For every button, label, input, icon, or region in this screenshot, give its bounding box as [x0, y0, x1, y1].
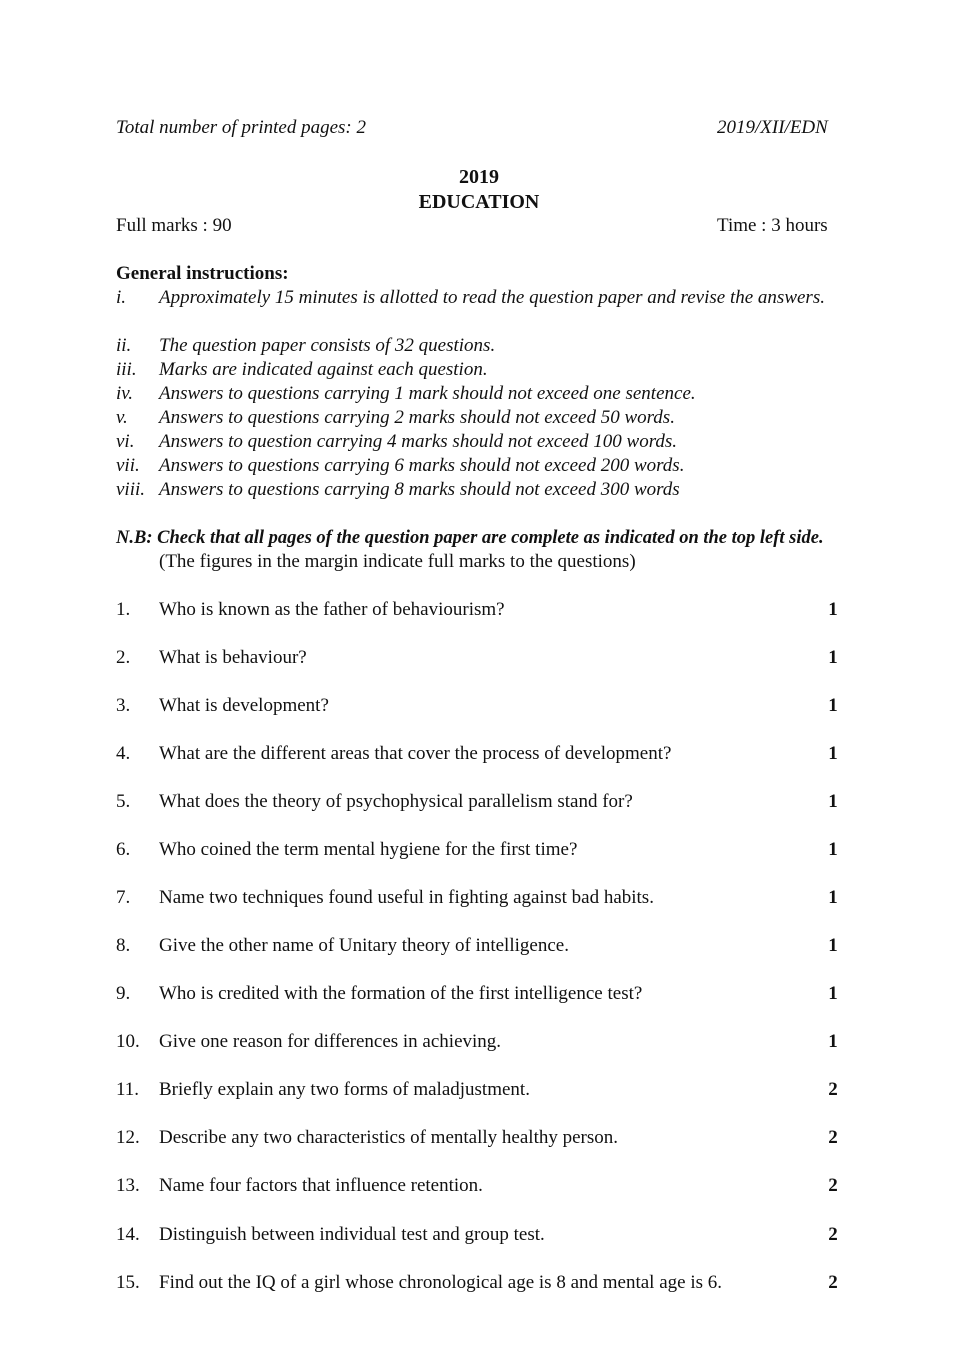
question-number: 6.	[116, 839, 131, 860]
question-number: 2.	[116, 647, 131, 668]
question-text: Give one reason for differences in achieving.	[159, 1031, 502, 1052]
instructions-heading: General instructions:	[116, 263, 289, 284]
instruction-text: Marks are indicated against each question.	[159, 359, 488, 380]
question-number: 7.	[116, 887, 131, 908]
question-marks: 1	[828, 935, 838, 956]
instruction-text: Answers to question carrying 4 marks should not exceed 100 words.	[159, 431, 678, 452]
time-allowed: Time : 3 hours	[717, 215, 828, 236]
question-text: Who is known as the father of behaviourism?	[159, 599, 505, 620]
question-number: 14.	[116, 1224, 140, 1245]
instruction-text: The question paper consists of 32 questions.	[159, 335, 496, 356]
question-number: 10.	[116, 1031, 140, 1052]
question-number: 1.	[116, 599, 131, 620]
exam-year: 2019	[459, 166, 499, 188]
question-marks: 2	[828, 1079, 838, 1100]
instruction-number: v.	[116, 407, 128, 428]
question-text: Briefly explain any two forms of maladjustment.	[159, 1079, 530, 1100]
question-marks: 1	[828, 839, 838, 860]
question-text: What are the different areas that cover the process of development?	[159, 743, 672, 764]
question-marks: 2	[828, 1272, 838, 1293]
question-text: Name four factors that influence retention.	[159, 1175, 483, 1196]
instruction-number: i.	[116, 287, 127, 308]
question-marks: 1	[828, 887, 838, 908]
paper-code: 2019/XII/EDN	[717, 117, 828, 138]
exam-subject: EDUCATION	[418, 191, 540, 213]
instruction-text: Answers to questions carrying 6 marks should not exceed 200 words.	[159, 455, 685, 476]
question-number: 13.	[116, 1175, 140, 1196]
instruction-number: iii.	[116, 359, 137, 380]
question-text: Distinguish between individual test and group test.	[159, 1224, 545, 1245]
question-marks: 2	[828, 1127, 838, 1148]
question-number: 3.	[116, 695, 131, 716]
question-marks: 1	[828, 983, 838, 1004]
question-marks: 2	[828, 1175, 838, 1196]
question-number: 4.	[116, 743, 131, 764]
question-marks: 1	[828, 791, 838, 812]
question-number: 8.	[116, 935, 131, 956]
question-marks: 1	[828, 1031, 838, 1052]
instruction-number: ii.	[116, 335, 132, 356]
question-text: Who coined the term mental hygiene for the first time?	[159, 839, 578, 860]
question-text: Find out the IQ of a girl whose chronological age is 8 and mental age is 6.	[159, 1272, 723, 1293]
instruction-number: iv.	[116, 383, 134, 404]
question-number: 12.	[116, 1127, 140, 1148]
instruction-text: Approximately 15 minutes is allotted to read the question paper and revise the answers.	[159, 287, 825, 308]
instruction-number: vii.	[116, 455, 140, 476]
instruction-text: Answers to questions carrying 2 marks should not exceed 50 words.	[159, 407, 675, 428]
question-text: Give the other name of Unitary theory of intelligence.	[159, 935, 569, 956]
question-marks: 2	[828, 1224, 838, 1245]
full-marks: Full marks : 90	[116, 215, 232, 236]
instruction-number: viii.	[116, 479, 146, 500]
question-text: Name two techniques found useful in fighting against bad habits.	[159, 887, 654, 908]
question-number: 5.	[116, 791, 131, 812]
printed-pages-note: Total number of printed pages: 2	[116, 117, 366, 138]
question-text: What is development?	[159, 695, 329, 716]
question-number: 15.	[116, 1272, 140, 1293]
question-text: Describe any two characteristics of mentally healthy person.	[159, 1127, 618, 1148]
question-marks: 1	[828, 647, 838, 668]
instruction-text: Answers to questions carrying 1 mark should not exceed one sentence.	[159, 383, 696, 404]
instruction-number: vi.	[116, 431, 135, 452]
nb-note: N.B: Check that all pages of the question paper are complete as indicated on the top left side.	[116, 528, 824, 548]
question-marks: 1	[828, 695, 838, 716]
margin-note: (The figures in the margin indicate full marks to the questions)	[159, 551, 636, 572]
instruction-text: Answers to questions carrying 8 marks should not exceed 300 words	[159, 479, 680, 500]
question-text: What is behaviour?	[159, 647, 307, 668]
question-marks: 1	[828, 599, 838, 620]
question-number: 9.	[116, 983, 131, 1004]
question-number: 11.	[116, 1079, 140, 1100]
question-marks: 1	[828, 743, 838, 764]
question-text: Who is credited with the formation of the first intelligence test?	[159, 983, 643, 1004]
question-text: What does the theory of psychophysical parallelism stand for?	[159, 791, 633, 812]
